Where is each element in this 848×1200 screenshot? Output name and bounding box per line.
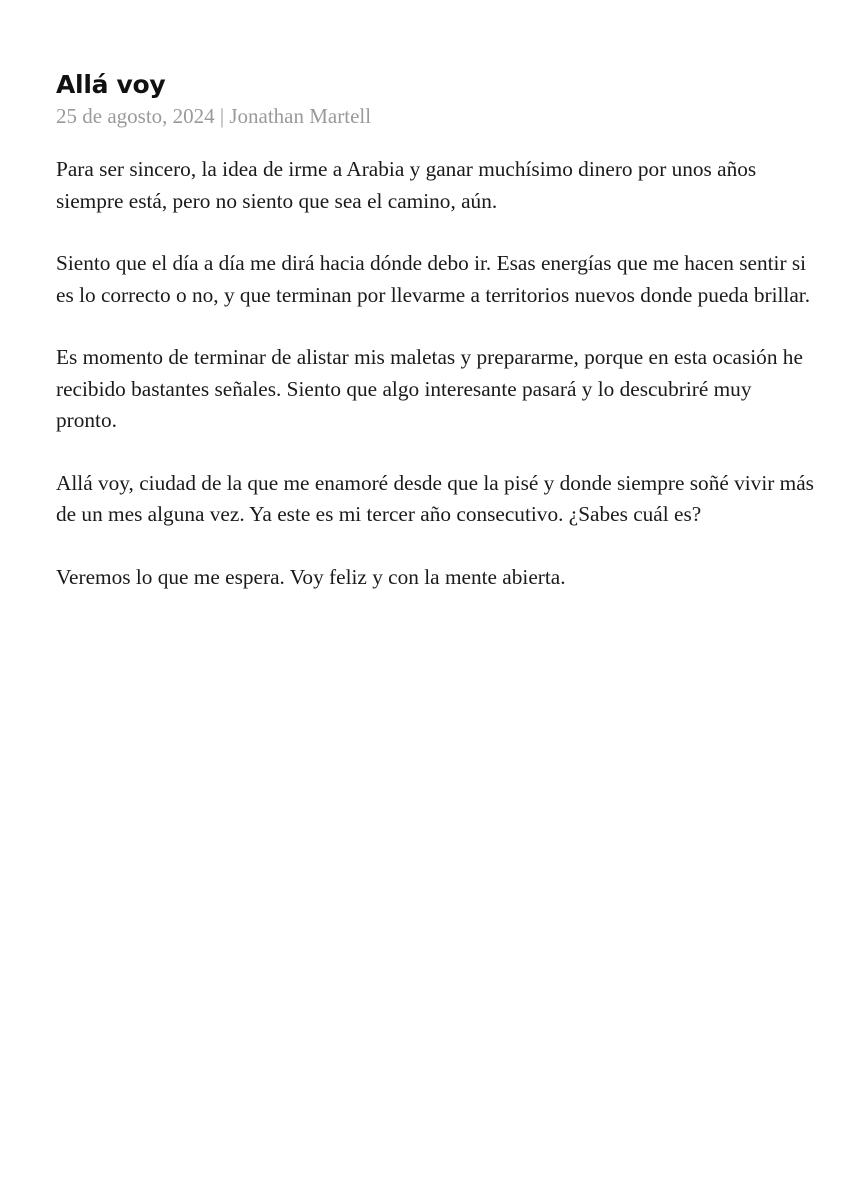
article-title: Allá voy — [56, 70, 166, 99]
article-paragraph-4: Allá voy, ciudad de la que me enamoré desde que la pisé y donde siempre soñé vivir más de un mes alguna vez. Ya este es mi tercer año consecutivo. ¿Sabes cuál es? — [56, 470, 814, 526]
article-paragraph-5: Veremos lo que me espera. Voy feliz y con la mente abierta. — [56, 564, 566, 589]
article-paragraph-1: Para ser sincero, la idea de irme a Arabia y ganar muchísimo dinero por unos años siempre está, pero no siento que sea el camino, aún. — [56, 157, 757, 213]
article-paragraph-2: Siento que el día a día me dirá hacia dónde debo ir. Esas energías que me hacen sentir si es lo correcto o no, y que terminan por llevarme a territorios nuevos donde pueda brillar. — [56, 251, 811, 307]
article — [56, 68, 816, 624]
article-paragraph-3: Es momento de terminar de alistar mis maletas y prepararme, porque en esta ocasión he recibido bastantes señales. Siento que algo interesante pasará y lo descubriré muy pronto. — [56, 345, 803, 432]
article-meta: 25 de agosto, 2024 | Jonathan Martell — [56, 104, 372, 128]
